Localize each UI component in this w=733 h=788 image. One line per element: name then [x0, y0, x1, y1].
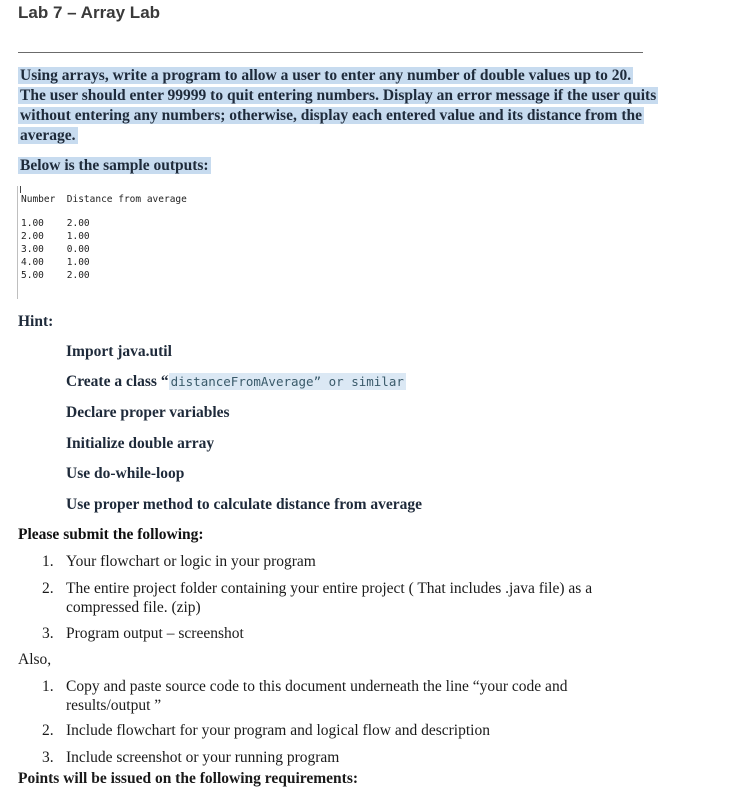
list-number: 3.	[42, 625, 54, 642]
list-text: Your flowchart or logic in your program	[66, 553, 316, 570]
console-header: Number Distance from average	[21, 194, 187, 205]
list-number: 1.	[42, 553, 54, 570]
list-text: The entire project folder containing your entire project ( That includes .java file) as a compressed file. (zip)	[66, 580, 593, 616]
also-label: Also,	[18, 651, 52, 668]
list-text: Program output – screenshot	[66, 625, 244, 642]
sample-output-heading-text: Below is the sample outputs:	[20, 157, 209, 174]
list-text: Include screenshot or your running program	[66, 749, 340, 766]
hint-item: Initialize double array	[66, 435, 215, 452]
document-title: Lab 7 – Array Lab	[18, 3, 161, 22]
hint-item: Import java.util	[66, 343, 172, 360]
console-row: 5.00 2.00	[21, 270, 90, 281]
hint-item: Use proper method to calculate distance from average	[66, 496, 423, 513]
list-number: 2.	[42, 722, 54, 739]
sample-output-heading	[18, 157, 211, 175]
list-number: 3.	[42, 749, 54, 766]
list-text: Copy and paste source code to this document underneath the line “your code and results/output ”	[66, 678, 568, 714]
console-row: 1.00 2.00	[21, 218, 90, 229]
title-divider	[18, 52, 643, 53]
hint-item-create-class	[66, 373, 406, 391]
hint-item-text: Create a class “	[66, 373, 169, 390]
hint-label: Hint:	[18, 313, 54, 330]
hint-item: Use do-while-loop	[66, 465, 185, 482]
clipped-next-line: Points will be issued on the following requirements:	[18, 770, 359, 787]
sample-console-output	[17, 186, 198, 299]
instructions-text: Using arrays, write a program to allow a user to enter any number of double values up to 20. The user should enter 99999 to quit entering numbers. Display an error message if the user quits without entering any numbers; otherwise, display each entered value and its distance from the average.	[20, 67, 657, 144]
list-number: 2.	[42, 580, 54, 597]
hint-item: Declare proper variables	[66, 404, 230, 421]
list-number: 1.	[42, 678, 54, 695]
console-row: 2.00 1.00	[21, 231, 90, 242]
console-row: 4.00 1.00	[21, 257, 90, 268]
class-name-code: distanceFromAverage” or similar	[170, 374, 404, 389]
console-cursor	[20, 186, 21, 193]
console-row: 3.00 0.00	[21, 244, 90, 255]
instructions-paragraph	[18, 66, 658, 146]
submit-heading: Please submit the following:	[18, 526, 204, 543]
list-text: Include flowchart for your program and logical flow and description	[66, 722, 490, 739]
